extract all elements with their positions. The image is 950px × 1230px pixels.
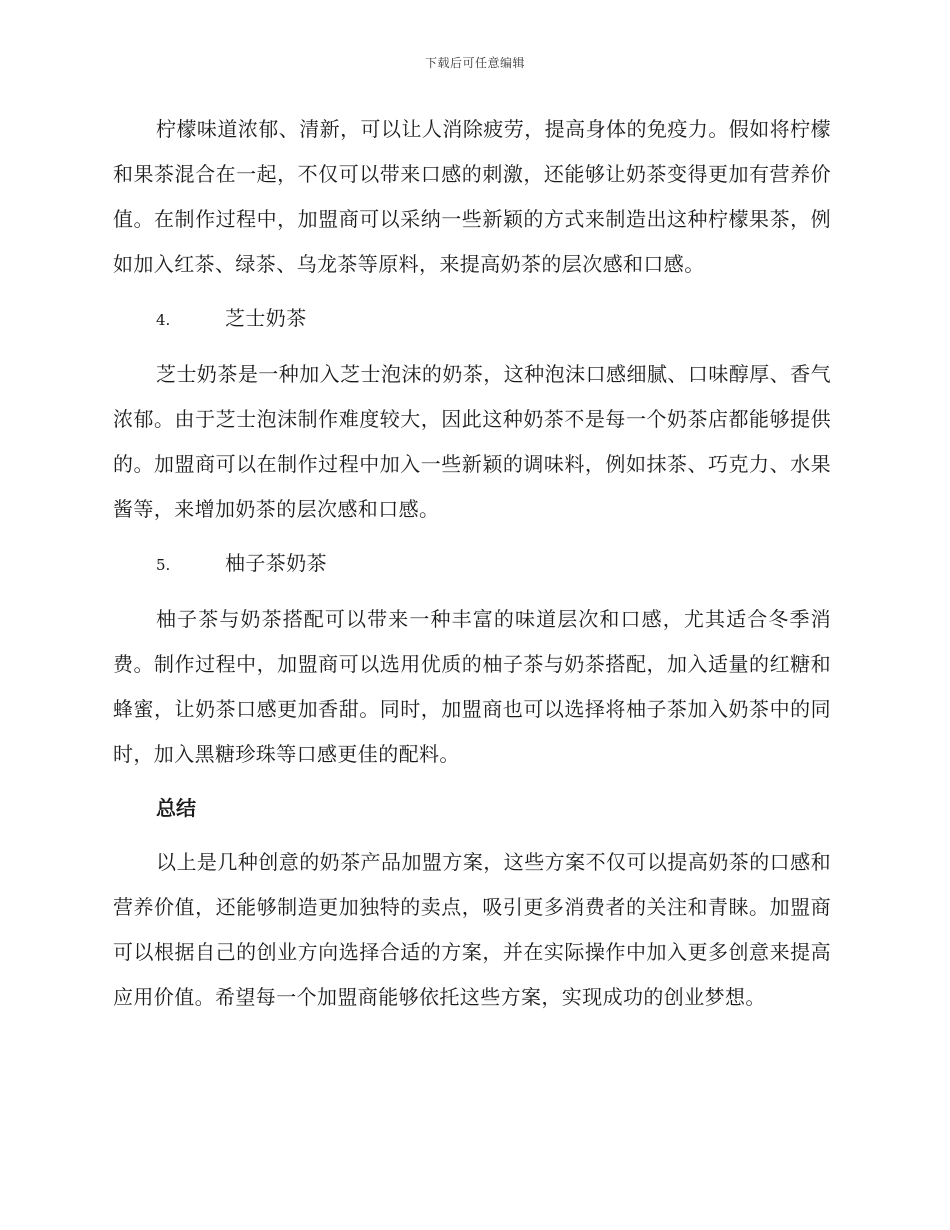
list-heading-cheese-tea bbox=[113, 296, 831, 343]
list-title: 芝士奶茶 bbox=[225, 306, 307, 330]
summary-paragraph: 以上是几种创意的奶茶产品加盟方案，这些方案不仅可以提高奶茶的口感和营养价值，还能够制造更加独特的卖点，吸引更多消费者的关注和青睐。加盟商可以根据自己的创业方向选择合适的方案，并在实际操作中加入更多创意来提高应用价值。希望每一个加盟商能够依托这些方案，实现成功的创业梦想。 bbox=[113, 850, 831, 1009]
cheese-tea-paragraph: 芝士奶茶是一种加入芝士泡沫的奶茶，这种泡沫口感细腻、口味醇厚、香气浓郁。由于芝士泡沫制作难度较大，因此这种奶茶不是每一个奶茶店都能够提供的。加盟商可以在制作过程中加入一些新颖的调味料，例如抹茶、巧克力、水果酱等，来增加奶茶的层次感和口感。 bbox=[113, 362, 831, 521]
lemon-tea-paragraph: 柠檬味道浓郁、清新，可以让人消除疲劳，提高身体的免疫力。假如将柠檬和果茶混合在一起，不仅可以带来口感的刺激，还能够让奶茶变得更加有营养价值。在制作过程中，加盟商可以采纳一些新颖的方式来制造出这种柠檬果茶，例如加入红茶、绿茶、乌龙茶等原料，来提高奶茶的层次感和口感。 bbox=[113, 117, 831, 276]
list-title: 柚子茶奶茶 bbox=[225, 551, 327, 575]
yuzu-tea-paragraph: 柚子茶与奶茶搭配可以带来一种丰富的味道层次和口感，尤其适合冬季消费。制作过程中，加盟商可以选用优质的柚子茶与奶茶搭配，加入适量的红糖和蜂蜜，让奶茶口感更加香甜。同时，加盟商也可以选择将柚子茶加入奶茶中的同时，加入黑糖珍珠等口感更佳的配料。 bbox=[113, 607, 831, 766]
list-number: 4. bbox=[156, 311, 171, 329]
summary-heading: 总结 bbox=[156, 796, 196, 820]
document-body bbox=[113, 107, 831, 1029]
header-note: 下载后可任意编辑 bbox=[424, 56, 525, 70]
list-number: 5. bbox=[156, 556, 171, 574]
list-heading-yuzu-tea bbox=[113, 541, 831, 588]
